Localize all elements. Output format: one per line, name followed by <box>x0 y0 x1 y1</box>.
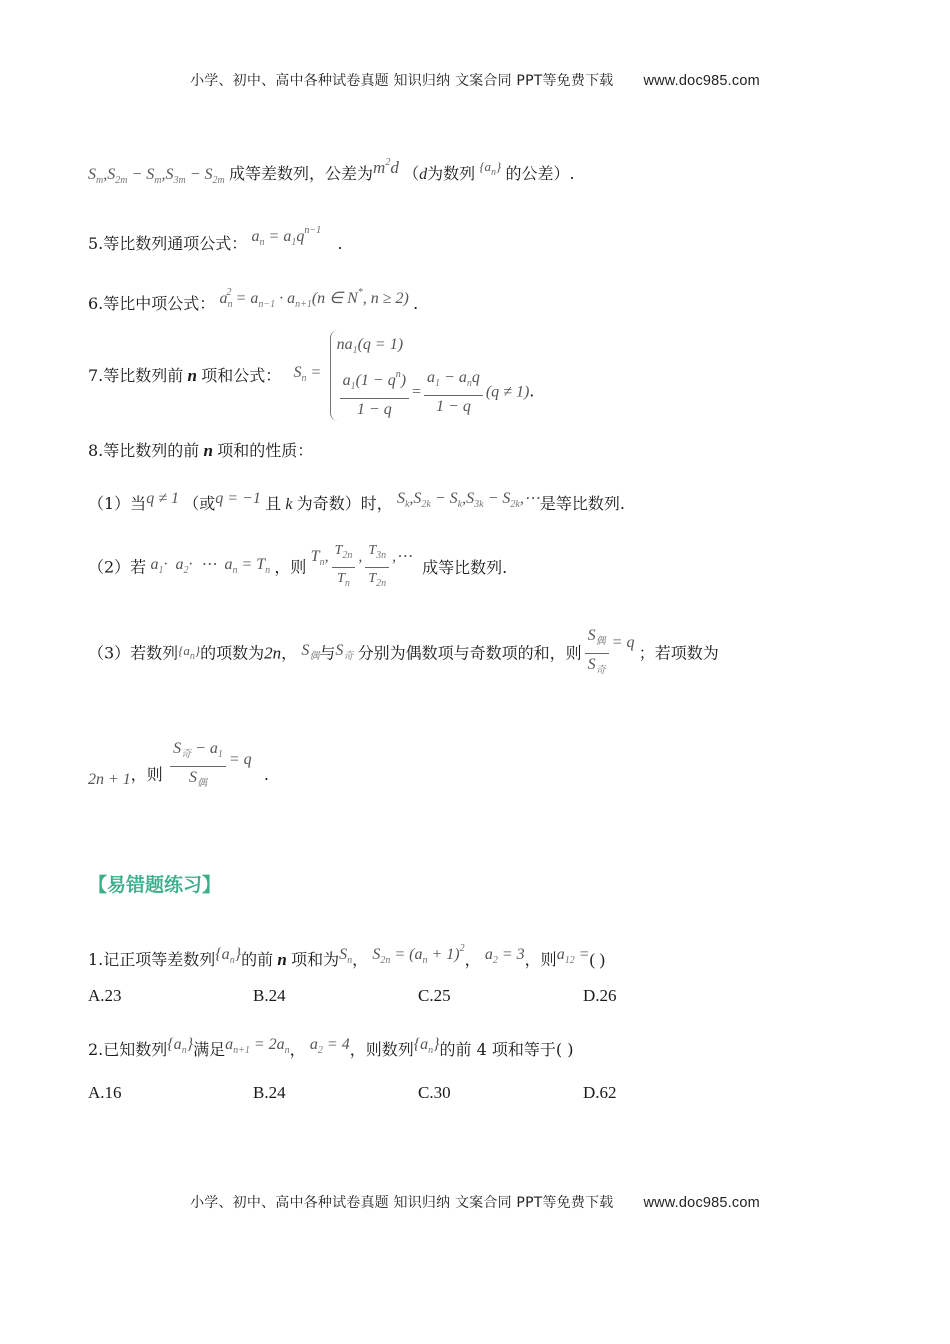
item-7 <box>88 330 534 421</box>
p1-k: k <box>285 496 293 513</box>
p3-suffix: ；若项数为 <box>638 643 719 663</box>
p3-count: 2n <box>264 643 282 663</box>
header-text: 小学、初中、高中各种试卷真题 知识归纳 文案合同 PPT等免费下载 <box>190 73 614 89</box>
fraction-sum-1: $\frac{a_1(1 - q^n)}{1 - q}$ <box>340 364 409 421</box>
property-3-cont <box>88 738 269 795</box>
p3-ratio: $\frac{S_偶}{S_奇}$ = q <box>582 644 635 661</box>
p3-s-even: $S_偶$ <box>301 641 320 662</box>
formula-general-term: $a_n = a_1q^{n-1}$ <box>251 225 322 248</box>
case-q-equal-1: $na_1(q = 1)$ <box>336 336 404 356</box>
q2-option-a[interactable]: A.16 <box>88 1083 122 1102</box>
q2-option-d[interactable]: D.62 <box>583 1083 617 1102</box>
item6-label: 6.等比中项公式： <box>88 294 216 313</box>
formula-m2d: $m^2d$ <box>373 157 399 177</box>
p3-prefix: （3）若数列 <box>88 643 179 663</box>
q1-answer-blank[interactable]: ( ) <box>589 950 606 969</box>
q1-text-e: ， <box>464 950 481 969</box>
q2-text-d: ，则数列 <box>349 1040 414 1059</box>
case-q-not-1: $\frac{a_1(1 - q^n)}{1 - q}$ = $\frac{a_1 - a_nq}{1 - q}$ (q ≠ 1). <box>337 364 535 421</box>
p3-mid4: 分别为偶数项与奇数项的和，则 <box>357 643 582 663</box>
intro-text1: 成等差数列，公差为 <box>229 164 374 183</box>
item7-end: . <box>529 381 535 401</box>
footer-site-link[interactable]: www.doc985.com <box>643 1195 760 1211</box>
p2-prefix: （2）若 <box>88 557 147 577</box>
p1-mid2: 且 <box>265 494 282 513</box>
practice-heading: 【易错题练习】 <box>88 874 222 896</box>
formula-geometric-mean: $a_n^2 = a_{n-1} \cdot a_{n+1}(n$ ∈ N*, n ≥ 2) <box>219 287 409 310</box>
property-3 <box>88 625 719 682</box>
p1-mid3: 为奇数）时， <box>296 494 393 513</box>
p3-seq: $\{a_n\}$ <box>178 642 201 662</box>
property-2 <box>88 540 507 595</box>
p3-mid1: 的项数为 <box>200 643 265 663</box>
q1-option-b[interactable]: B.24 <box>253 986 286 1005</box>
p2-mid: ，则 <box>274 557 307 577</box>
p3-mid2: ， <box>281 643 298 663</box>
q2-text-a: 2.已知数列 <box>88 1040 168 1059</box>
d-var: d <box>419 166 428 183</box>
footer-text: 小学、初中、高中各种试卷真题 知识归纳 文案合同 PPT等免费下载 <box>190 1195 614 1211</box>
intro-line <box>88 152 575 192</box>
item8-label-a: 8.等比数列的前 <box>88 441 200 460</box>
p3-ratio2: $\frac{S_奇 - a_1}{S_偶}$ = q <box>167 757 252 774</box>
q1-option-a[interactable]: A.23 <box>88 986 122 1005</box>
q1-sn: $S_n$ <box>339 946 353 966</box>
q1-cond2: $a_2 = 3$ <box>484 946 525 966</box>
intro-text3: 为数列 <box>427 164 476 183</box>
p1-suffix: 是等比数列. <box>539 494 625 513</box>
q1-seq: $\{a_n\}$ <box>215 946 242 966</box>
piecewise-brace <box>330 330 535 421</box>
intro-text2: （ <box>403 164 420 183</box>
item6-end: . <box>413 294 419 313</box>
q1-option-d[interactable]: D.26 <box>583 986 617 1005</box>
formula-sn: $S_n$ = <box>293 363 322 384</box>
item-8-title <box>88 440 313 462</box>
p3-s-odd: $S_奇$ <box>335 641 354 662</box>
item5-end: . <box>337 234 343 253</box>
intro-text4: 的公差）. <box>505 164 575 183</box>
p3-count2: 2n + 1 <box>88 771 131 789</box>
question-1 <box>88 938 605 972</box>
q1-n: n <box>277 950 287 969</box>
q1-text-d: ， <box>352 950 369 969</box>
q2-seq2: $\{a_n\}$ <box>413 1036 440 1056</box>
q1-text-b: 的前 <box>241 950 274 969</box>
header-site-link[interactable]: www.doc985.com <box>643 73 760 89</box>
seq-an: {an} <box>479 159 502 178</box>
question-2 <box>88 1034 573 1062</box>
property-1 <box>88 488 625 516</box>
item-6 <box>88 282 418 316</box>
q1-text-c: 项和为 <box>291 950 340 969</box>
p1-mid: （或 <box>183 494 216 513</box>
q1-cond1: $S_{2n} = (a_n + 1)^2$ <box>372 943 465 966</box>
item7-label-b: 项和公式： <box>201 365 282 385</box>
item8-label-b: 项和的性质： <box>217 441 314 460</box>
item7-label-a: 7.等比数列前 <box>88 365 184 385</box>
q2-text-b: 满足 <box>193 1040 226 1059</box>
p1-cond1: q ≠ 1 <box>146 490 179 507</box>
q1-option-c[interactable]: C.25 <box>418 986 451 1005</box>
p2-formula: $a_1\cdot a_2\cdot$ ⋯ $a_n = T_n$ <box>150 555 271 576</box>
item-5 <box>88 220 342 255</box>
q1-ask: $a_{12}$ = <box>556 946 590 966</box>
p3-mid5: ，则 <box>130 765 163 785</box>
p3-end: . <box>263 765 269 785</box>
p1-prefix: （1）当 <box>88 494 147 513</box>
q2-seq: $\{a_n\}$ <box>167 1036 194 1056</box>
item7-n: n <box>187 365 197 385</box>
fraction-sum-2: $\frac{a_1 - a_nq}{1 - q}$ <box>424 367 483 418</box>
q2-option-b[interactable]: B.24 <box>253 1083 286 1102</box>
q1-text-a: 1.记正项等差数列 <box>88 950 216 969</box>
p2-suffix: 成等比数列. <box>422 557 508 577</box>
page-footer <box>0 1192 950 1212</box>
q1-text-f: ，则 <box>524 950 557 969</box>
page-header <box>0 70 950 90</box>
item5-label: 5.等比数列通项公式： <box>88 234 248 253</box>
p3-mid3: 与 <box>319 643 336 663</box>
p1-cond2: q = −1 <box>215 490 261 507</box>
q2-option-c[interactable]: C.30 <box>418 1083 451 1102</box>
item8-n: n <box>203 441 213 460</box>
q2-text-c: ， <box>289 1040 306 1059</box>
q2-cond2: $a_2 = 4$ <box>309 1036 350 1056</box>
p1-formula: $S_k,S_{2k} - S_k,S_{3k}$ − $S_{2k},\cdots$ <box>396 490 540 510</box>
formula-sm-series: $S_m,S_{2m} - S_m,S_{3m} - S_{2m}$ <box>88 166 225 186</box>
case-condition: (q ≠ 1) <box>485 383 530 401</box>
p2-seq: $T_n$, $\frac{T_{2n}}{T_n}$ , $\frac{T_{3n}}{T_{2n}}$ ,⋯ <box>311 558 417 575</box>
q2-text-e: 的前 4 项和等于( ) <box>439 1040 574 1059</box>
q2-cond1: $a_{n+1} = 2a_n$ <box>225 1036 290 1056</box>
